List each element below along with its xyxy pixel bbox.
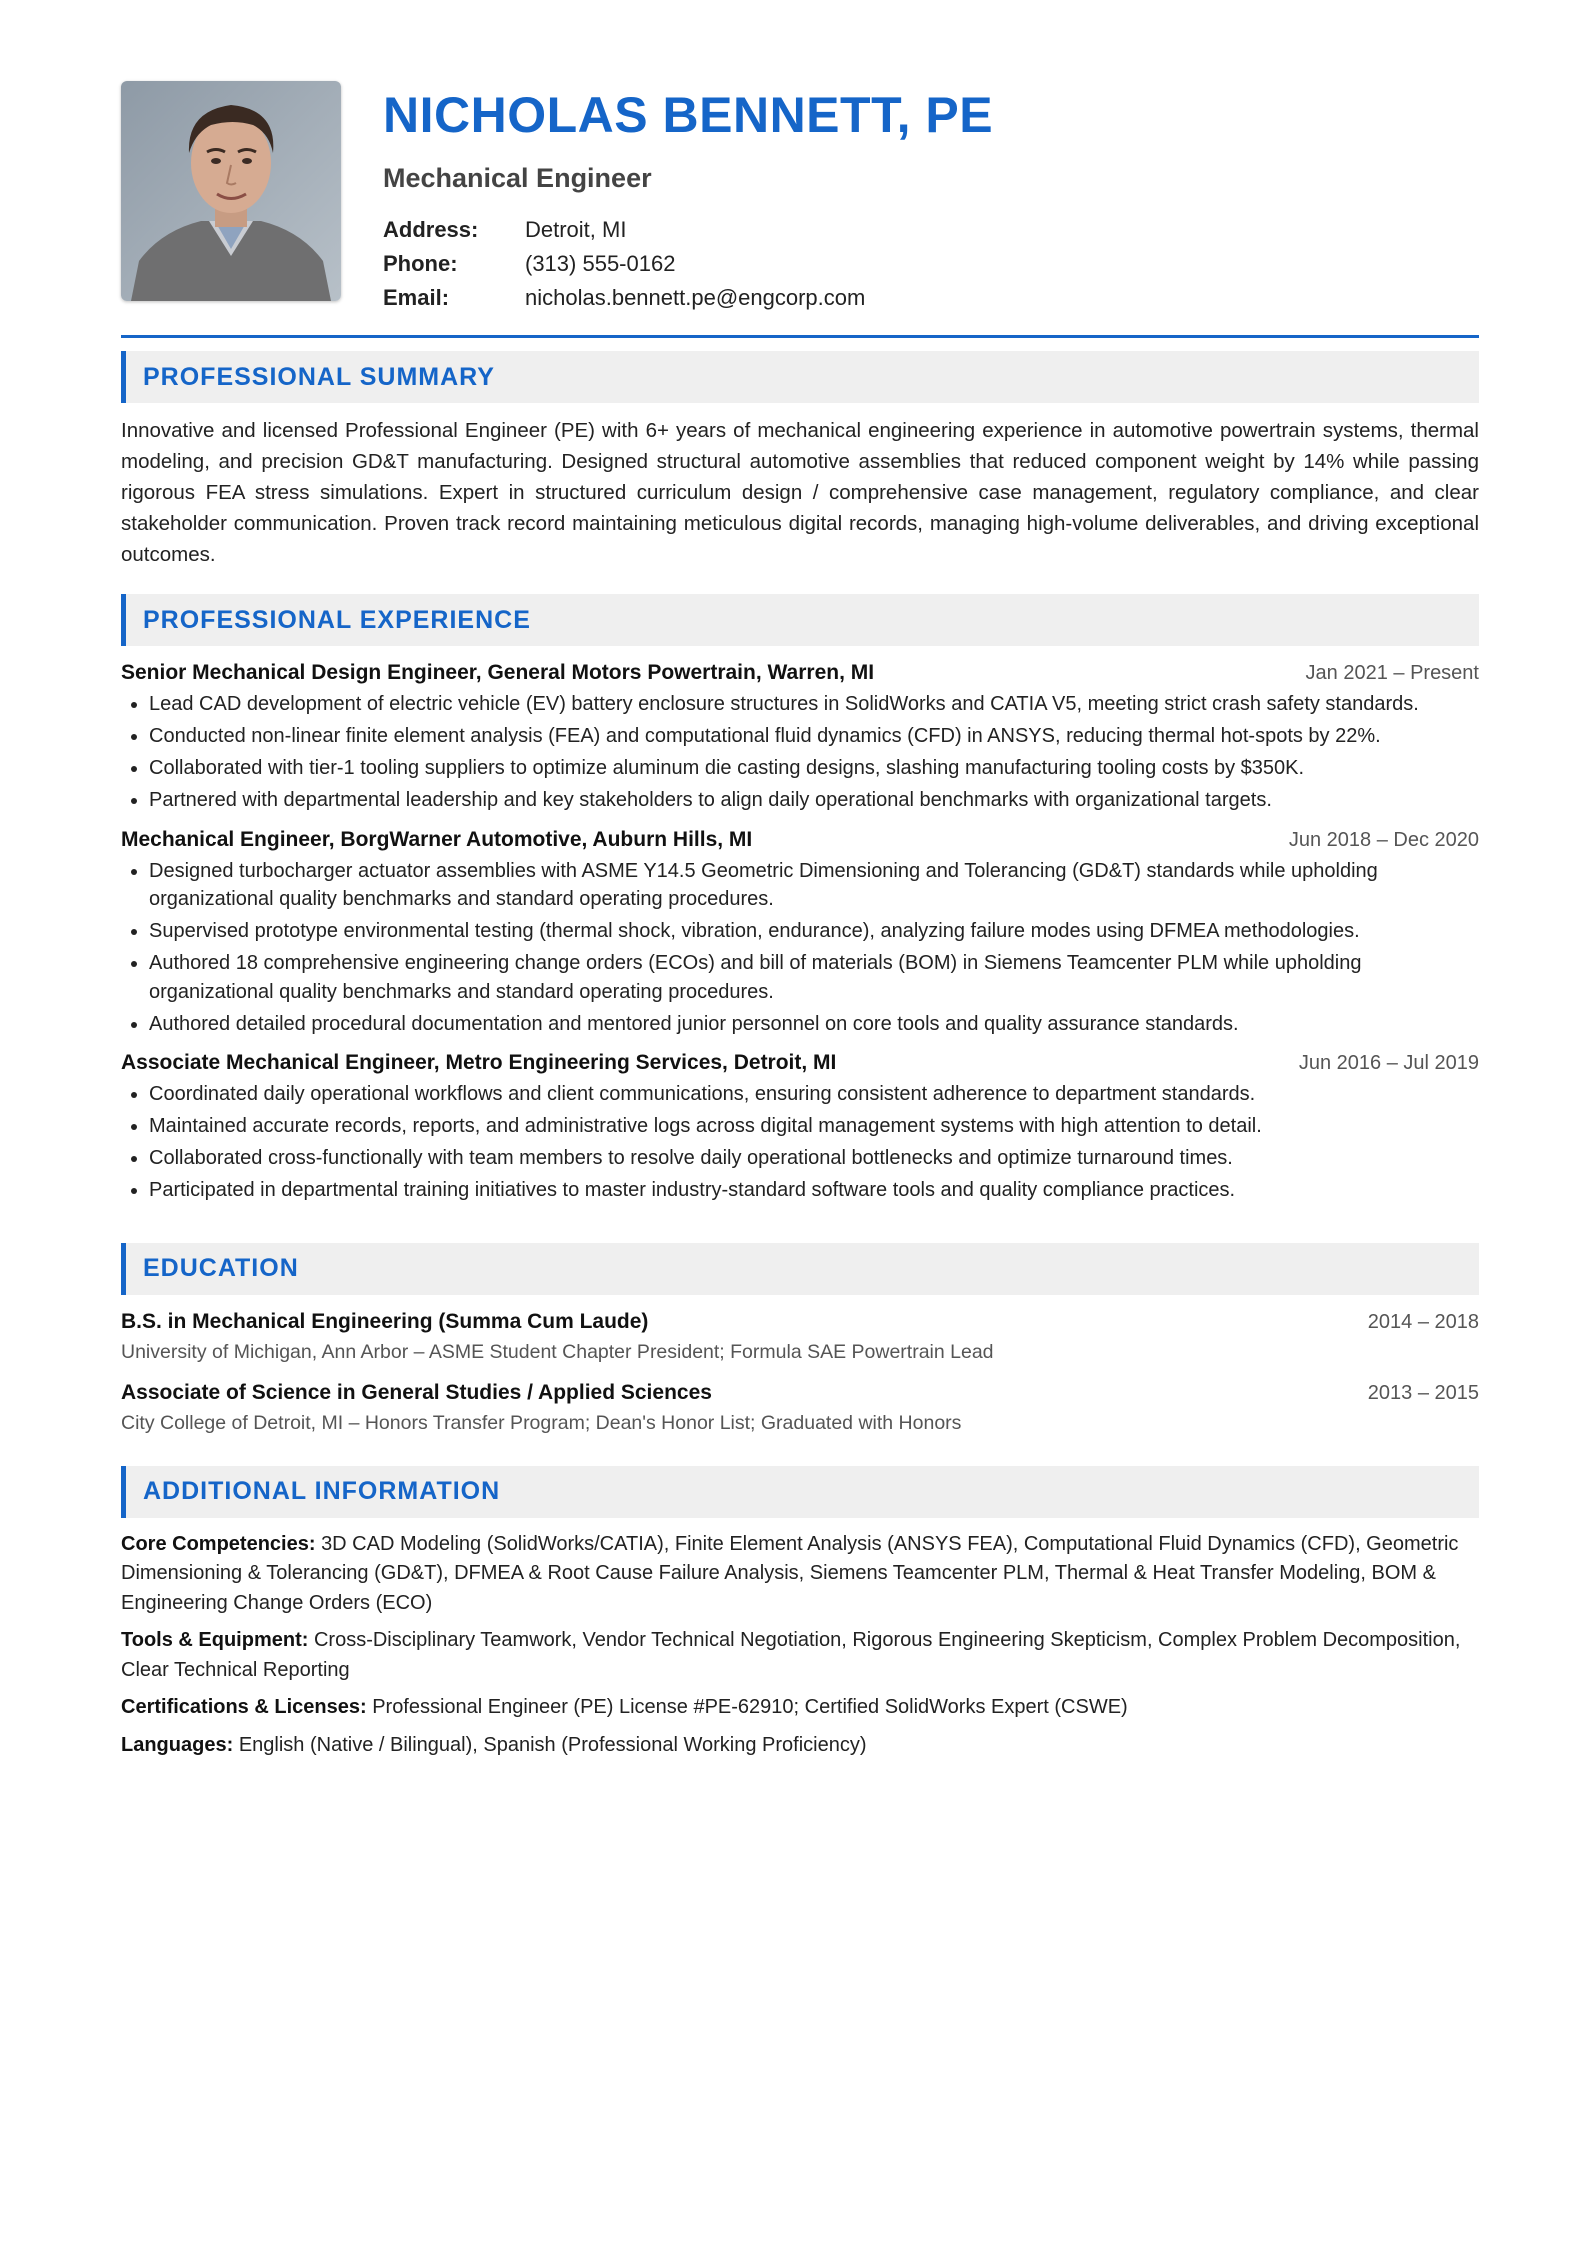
header-text — [383, 81, 1479, 315]
job-bullet: • Authored detailed procedural documentation and mentored junior personnel on core tools and quality assurance standards. — [149, 1010, 1479, 1039]
contact-list — [383, 213, 1479, 315]
section-header-summary — [121, 351, 1479, 403]
job-position: Senior Mechanical Design Engineer, General Motors Powertrain, Warren, MI — [121, 661, 875, 684]
summary-text: Innovative and licensed Professional Engineer (PE) with 6+ years of mechanical engineering experience in automotive powertrain systems, thermal modeling, and precision GD&T manufacturing. Designed structural automotive assemblies that reduced component weight by 14% while passing rigorous FEA stress simulations. Expert in structured curriculum design / comprehensive case management, regulatory compliance, and clear stakeholder communication. Proven track record maintaining meticulous digital records, managing high-volume deliverables, and driving exceptional outcomes. — [121, 419, 1479, 566]
info-label: Certifications & Licenses: — [121, 1696, 367, 1718]
education-detail: University of Michigan, Ann Arbor – ASME Student Chapter President; Formula SAE Powertrain Lead — [121, 1340, 994, 1363]
job-bullet: • Coordinated daily operational workflows and client communications, ensuring consistent adherence to department standards. — [149, 1080, 1479, 1109]
section-title: ADDITIONAL INFORMATION — [143, 1477, 501, 1505]
info-value: Cross-Disciplinary Teamwork, Vendor Technical Negotiation, Rigorous Engineering Skepticism, Complex Problem Decomposition, Clear Technical Reporting — [121, 1629, 1461, 1681]
info-row-tools — [121, 1626, 1479, 1685]
profile-photo — [121, 81, 341, 301]
job-bullet: • Collaborated cross-functionally with team members to resolve daily operational bottlenecks and optimize turnaround times. — [149, 1144, 1479, 1173]
education-degree: Associate of Science in General Studies / Applied Sciences — [121, 1380, 712, 1404]
contact-value: (313) 555-0162 — [525, 251, 676, 276]
contact-email-link[interactable]: nicholas.bennett.pe@engcorp.com — [525, 285, 866, 310]
info-row-certifications — [121, 1693, 1479, 1723]
job-header — [121, 1048, 1479, 1078]
section-header-additional — [121, 1466, 1479, 1518]
section-header-education — [121, 1243, 1479, 1295]
job-header — [121, 658, 1479, 688]
section-header-experience — [121, 594, 1479, 646]
resume-page — [121, 81, 1479, 1768]
contact-phone — [383, 247, 1479, 281]
job-position: Mechanical Engineer, BorgWarner Automotive, Auburn Hills, MI — [121, 827, 753, 851]
info-label: Core Competencies: — [121, 1532, 316, 1555]
job-bullets — [121, 1080, 1479, 1205]
job-entry — [121, 1048, 1479, 1205]
job-bullets — [121, 690, 1479, 815]
education-header — [121, 1378, 1479, 1408]
portrait-photo-icon — [121, 81, 341, 301]
candidate-name: NICHOLAS BENNETT, PE — [383, 87, 994, 143]
contact-address — [383, 213, 1479, 247]
education-date: 2013 – 2015 — [1367, 1381, 1479, 1404]
education-date: 2014 – 2018 — [1367, 1310, 1479, 1333]
additional-info-list — [121, 1530, 1479, 1761]
job-position: Associate Mechanical Engineer, Metro Engineering Services, Detroit, MI — [121, 1051, 837, 1074]
section-title: EDUCATION — [143, 1254, 299, 1282]
contact-label: Address: — [383, 217, 479, 242]
education-degree: B.S. in Mechanical Engineering (Summa Cum Laude) — [121, 1309, 649, 1333]
job-title: Mechanical Engineer — [383, 163, 652, 193]
info-value: Professional Engineer (PE) License #PE-62910; Certified SolidWorks Expert (CSWE) — [372, 1696, 1128, 1718]
education-entry — [121, 1307, 1479, 1367]
education-header — [121, 1307, 1479, 1337]
job-bullet: • Conducted non-linear finite element analysis (FEA) and computational fluid dynamics (CFD) in ANSYS, reducing thermal hot-spots by 22%. — [149, 722, 1479, 751]
job-bullet: • Maintained accurate records, reports, and administrative logs across digital management systems with high attention to detail. — [149, 1112, 1479, 1141]
job-header — [121, 825, 1479, 855]
info-row-competencies — [121, 1530, 1479, 1619]
info-value: 3D CAD Modeling (SolidWorks/CATIA), Finite Element Analysis (ANSYS FEA), Computational Fluid Dynamics (CFD), Geometric Dimensioning & Tolerancing (GD&T), DFMEA & Root Cause Failure Analysis, Siemens Teamcenter PLM, Thermal & Heat Transfer Modeling, BOM & Engineering Change Orders (ECO) — [121, 1532, 1459, 1614]
education-entry — [121, 1378, 1479, 1438]
job-bullet: • Partnered with departmental leadership and key stakeholders to align daily operational benchmarks with organizational targets. — [149, 786, 1479, 815]
section-title: PROFESSIONAL EXPERIENCE — [143, 605, 531, 634]
job-bullet: • Lead CAD development of electric vehicle (EV) battery enclosure structures in SolidWorks and CATIA V5, meeting strict crash safety standards. — [149, 690, 1479, 719]
job-entry — [121, 658, 1479, 815]
contact-value: Detroit, MI — [525, 217, 627, 242]
job-date: Jan 2021 – Present — [1305, 662, 1479, 684]
info-value: English (Native / Bilingual), Spanish (Professional Working Proficiency) — [238, 1733, 867, 1756]
job-date: Jun 2018 – Dec 2020 — [1288, 828, 1479, 851]
section-title: PROFESSIONAL SUMMARY — [143, 362, 495, 391]
job-bullets — [121, 857, 1479, 1039]
job-date: Jun 2016 – Jul 2019 — [1298, 1052, 1479, 1074]
education-detail: City College of Detroit, MI – Honors Transfer Program; Dean's Honor List; Graduated with Honors — [121, 1411, 962, 1434]
job-bullet: • Participated in departmental training initiatives to master industry-standard software tools and quality compliance practices. — [149, 1176, 1479, 1205]
info-label: Languages: — [121, 1733, 234, 1756]
contact-email — [383, 281, 1479, 315]
job-entry — [121, 825, 1479, 1039]
resume-header — [121, 81, 1479, 310]
job-bullet: • Supervised prototype environmental testing (thermal shock, vibration, endurance), analyzing failure modes using DFMEA methodologies. — [149, 917, 1479, 946]
contact-label: Phone: — [383, 251, 458, 276]
job-bullet: • Collaborated with tier-1 tooling suppliers to optimize aluminum die casting designs, slashing manufacturing tooling costs by $350K. — [149, 754, 1479, 783]
job-bullet: • Authored 18 comprehensive engineering change orders (ECOs) and bill of materials (BOM) in Siemens Teamcenter PLM while upholding organizational quality benchmarks and standard operating procedures. — [149, 949, 1479, 1006]
job-bullet: • Designed turbocharger actuator assemblies with ASME Y14.5 Geometric Dimensioning and Tolerancing (GD&T) standards while upholding organizational quality benchmarks and standard operating procedures. — [149, 857, 1479, 914]
header-divider — [121, 335, 1479, 338]
info-row-languages — [121, 1731, 1479, 1761]
info-label: Tools & Equipment: — [121, 1629, 309, 1651]
contact-label: Email: — [383, 285, 450, 310]
